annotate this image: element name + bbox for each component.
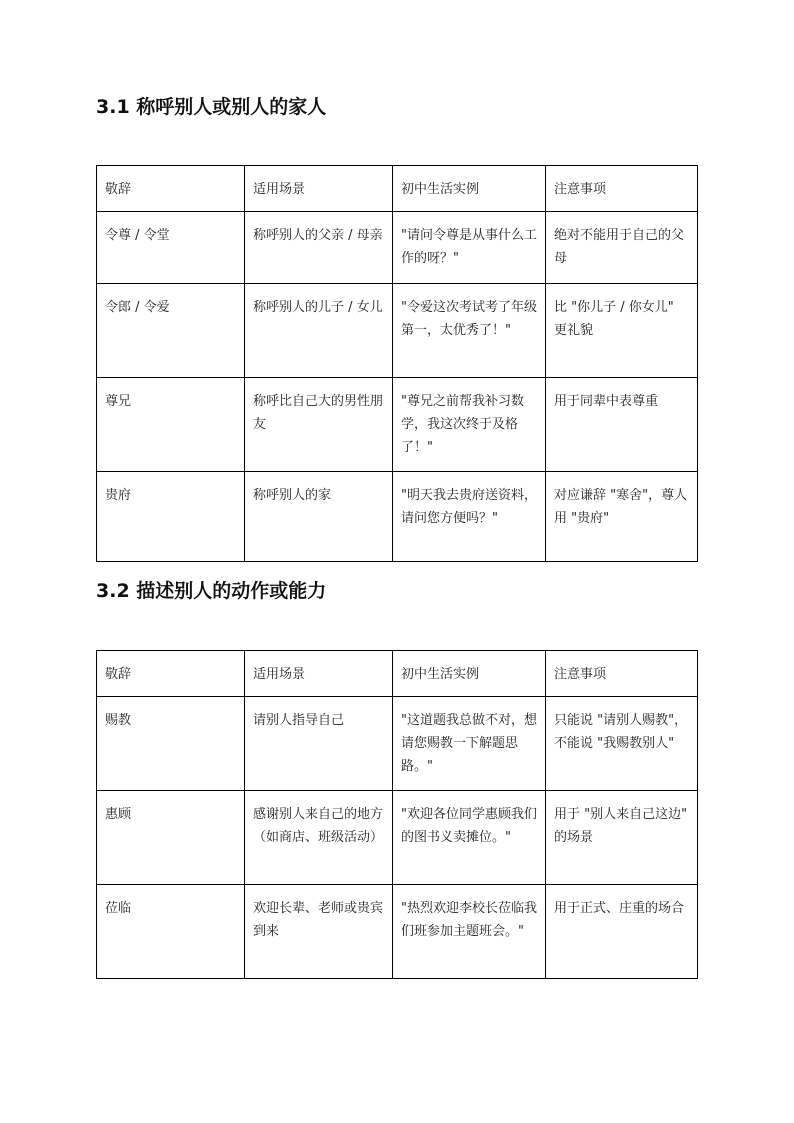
table-row [97, 697, 698, 791]
table-cell: 对应谦辞 "寒舍"，尊人用 "贵府" [546, 472, 698, 562]
header-cell: 初中生活实例 [393, 651, 546, 697]
honorifics-table [96, 650, 698, 979]
table-row [97, 212, 698, 284]
table-cell: 欢迎长辈、老师或贵宾到来 [245, 885, 393, 979]
table-cell: "请问令尊是从事什么工作的呀？" [393, 212, 546, 284]
table-cell: 称呼比自己大的男性朋友 [245, 378, 393, 472]
table-cell: 用于正式、庄重的场合 [546, 885, 698, 979]
table-cell: "令爱这次考试考了年级第一，太优秀了！" [393, 284, 546, 378]
table-cell: 绝对不能用于自己的父母 [546, 212, 698, 284]
table-cell: 称呼别人的家 [245, 472, 393, 562]
header-cell: 敬辞 [97, 651, 245, 697]
table-cell: "尊兄之前帮我补习数学，我这次终于及格了！" [393, 378, 546, 472]
table-cell: 感谢别人来自己的地方（如商店、班级活动） [245, 791, 393, 885]
table-cell: "明天我去贵府送资料，请问您方便吗？" [393, 472, 546, 562]
header-cell: 敬辞 [97, 166, 245, 212]
table-row [97, 472, 698, 562]
table-cell: 称呼别人的父亲 / 母亲 [245, 212, 393, 284]
table-cell: 莅临 [97, 885, 245, 979]
table-cell: 赐教 [97, 697, 245, 791]
table-row [97, 284, 698, 378]
header-cell: 适用场景 [245, 166, 393, 212]
table-header-row [97, 651, 698, 697]
table-cell: "欢迎各位同学惠顾我们的图书义卖摊位。" [393, 791, 546, 885]
table-cell: 令郎 / 令爱 [97, 284, 245, 378]
table-cell: 比 "你儿子 / 你女儿" 更礼貌 [546, 284, 698, 378]
table-cell: 贵府 [97, 472, 245, 562]
table-header-row [97, 166, 698, 212]
header-cell: 初中生活实例 [393, 166, 546, 212]
section-title: 3.2 描述别人的动作或能力 [96, 580, 327, 602]
table-cell: 惠顾 [97, 791, 245, 885]
table-row [97, 791, 698, 885]
honorifics-table [96, 165, 698, 562]
table-row [97, 378, 698, 472]
header-cell: 适用场景 [245, 651, 393, 697]
table-cell: 尊兄 [97, 378, 245, 472]
table-cell: 只能说 "请别人赐教"，不能说 "我赐教别人" [546, 697, 698, 791]
table-cell: 称呼别人的儿子 / 女儿 [245, 284, 393, 378]
table-cell: 请别人指导自己 [245, 697, 393, 791]
table-cell: "这道题我总做不对，想请您赐教一下解题思路。" [393, 697, 546, 791]
table-cell: 用于 "别人来自己这边" 的场景 [546, 791, 698, 885]
table-cell: "热烈欢迎李校长莅临我们班参加主题班会。" [393, 885, 546, 979]
header-cell: 注意事项 [546, 166, 698, 212]
section-title: 3.1 称呼别人或别人的家人 [96, 96, 327, 118]
table-cell: 令尊 / 令堂 [97, 212, 245, 284]
table-row [97, 885, 698, 979]
table-cell: 用于同辈中表尊重 [546, 378, 698, 472]
header-cell: 注意事项 [546, 651, 698, 697]
